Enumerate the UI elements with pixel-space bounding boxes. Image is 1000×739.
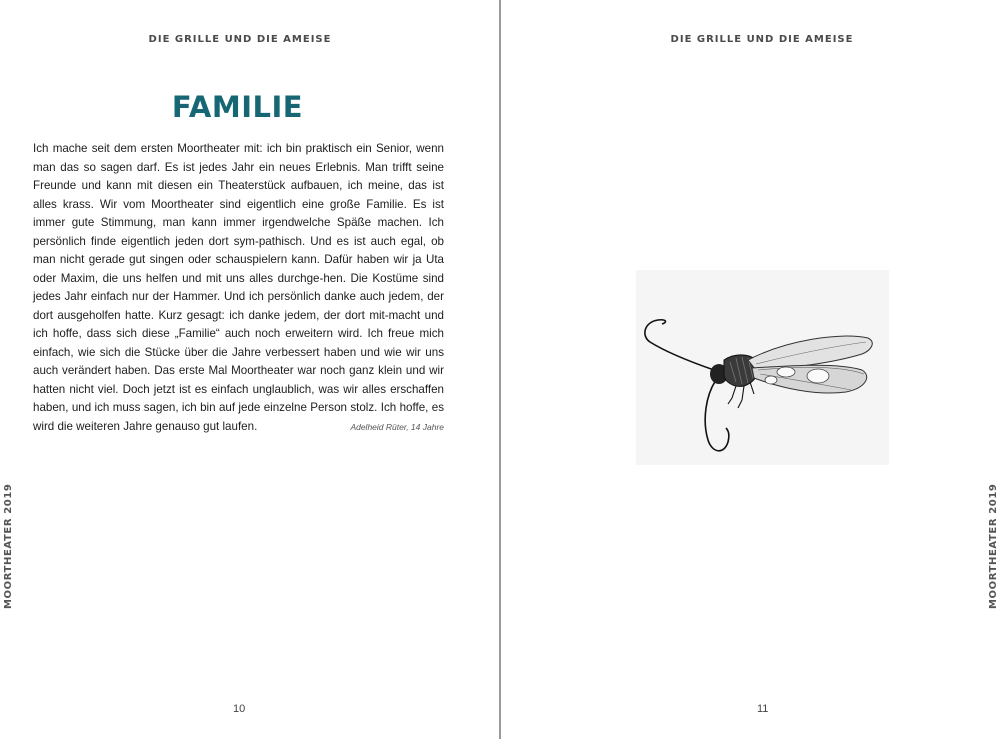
body-paragraph: Ich mache seit dem ersten Moortheater mit: ich bin praktisch ein Senior, wenn man das so sagen darf. Es ist jedes Jahr ein neues Erlebnis. Man trifft seine Freunde und kann mit diesen ein Theaterstück aufbauen, ich meine, das ist alles krass. Wir vom Moortheater sind eigentlich eine große Familie. Es ist immer gute Stimmung, man kann immer irgendwelche Späße machen. Ich persönlich finde eigentlich jeden dort sym-pathisch. Und es ist auch egal, ob man nicht gerade gut singen oder schauspielern kann. Dafür haben wir ja Uta oder Maxim, die uns helfen und mit uns alles durchge-hen. Die Kostüme sind jedes Jahr einfach nur der Hammer. Und ich persönlich danke auch jedem, der dort ausgeholfen hatte. Kurz gesagt: ich danke jedem, der dort mit-macht und ich hoffe, dass sich diese „Familie“ auch noch erweitern wird. Ich freue mich einfach, wie sich die Stücke über die Jahre verbessert haben und wie wir uns auch verändert haben. Das erste Mal Moortheater war noch ganz klein und wir hatten nicht viel. Doch jetzt ist es einfach unglaublich, was wir alles erschaffen haben, und ich muss sagen, ich bin auf jede einzelne Person stolz. Ich hoffe, es wird die weiteren Jahre genauso gut laufen. bbox=[33, 142, 444, 433]
page-number-right: 11 bbox=[757, 703, 769, 715]
author-byline: Adelheid Rüter, 14 Jahre bbox=[350, 421, 444, 432]
side-label-left: MOORTHEATER 2019 bbox=[3, 483, 14, 609]
side-label-right: MOORTHEATER 2019 bbox=[988, 483, 999, 609]
insect-drawing-icon bbox=[636, 270, 889, 465]
running-head-right: DIE GRILLE UND DIE AMEISE bbox=[670, 34, 854, 45]
page-number-left: 10 bbox=[233, 703, 246, 715]
running-head-left: DIE GRILLE UND DIE AMEISE bbox=[148, 34, 332, 45]
right-page bbox=[501, 0, 1000, 739]
left-page bbox=[0, 0, 499, 739]
body-text bbox=[33, 140, 444, 436]
chapter-title: FAMILIE bbox=[171, 90, 304, 124]
